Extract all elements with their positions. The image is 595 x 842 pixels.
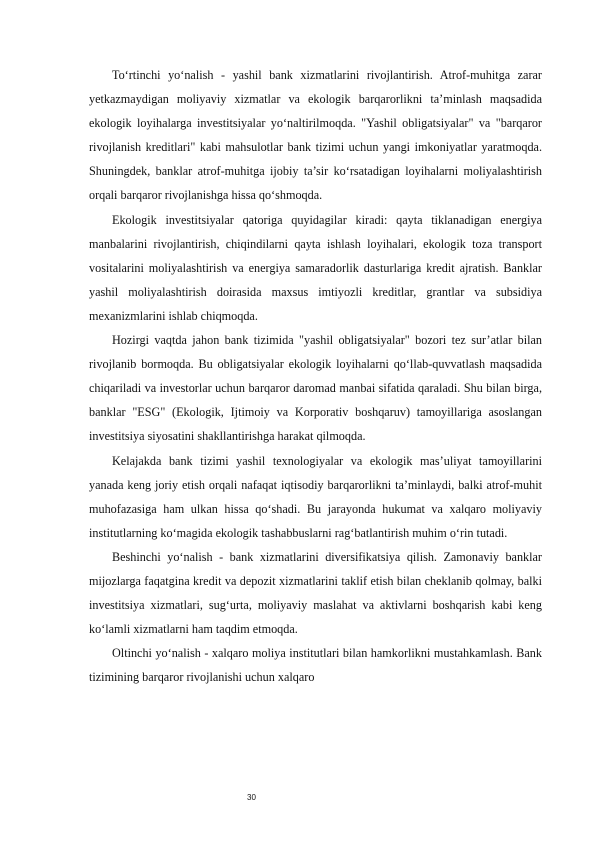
paragraph-sixth-direction: Oltinchi yo‘nalish - xalqaro moliya institutlari bilan hamkorlikni mustahkamlash. Bank tizimining barqaror rivojlanishi uchun xalqaro (89, 646, 542, 685)
paragraph-fourth-direction: To‘rtinchi yo‘nalish - yashil bank xizmatlarini rivojlantirish. Atrof-muhitga zarar yetkazmaydigan moliyaviy xizmatlar va ekologik barqarorlikni ta’minlash maqsadida ekologik loyihalarga investitsiyalar yo‘naltirilmoqda. "Yashil obligatsiyalar" va "barqaror rivojlanish kreditlari" kabi mahsulotlar bank tizimi uchun yangi imkoniyatlar yaratmoqda. Shuningdek, banklar atrof-muhitga ijobiy ta’sir ko‘rsatadigan loyihalarni moliyalashtirish orqali barqaror rivojlanishga hissa qo‘shmoqda. (89, 68, 542, 203)
paragraph-ecological-investments: Ekologik investitsiyalar qatoriga quyidagilar kiradi: qayta tiklanadigan energiya manbalarini rivojlantirish, chiqindilarni qayta ishlash loyihalari, ekologik toza transport vositalarini moliyalashtirish va energiya samaradorlik dasturlariga kredit ajratish. Banklar yashil moliyalashtirish doirasida maxsus imtiyozli kreditlar, grantlar va subsidiya mexanizmlarini ishlab chiqmoqda. (89, 212, 542, 323)
document-body (89, 63, 542, 689)
paragraph-future-outlook: Kelajakda bank tizimi yashil texnologiyalar va ekologik mas’uliyat tamoyillarini yanada keng joriy etish orqali nafaqat iqtisodiy barqarorlikni ta’minlaydi, balki atrof-muhit muhofazasiga ham ulkan hissa qo‘shadi. Bu jarayonda hukumat va xalqaro moliyaviy institutlarning ko‘magida ekologik tashabbuslarni rag‘batlantirish muhim o‘rin tutadi. (89, 453, 542, 540)
page-number: 30 (247, 793, 256, 802)
paragraph-fifth-direction: Beshinchi yo‘nalish - bank xizmatlarini diversifikatsiya qilish. Zamonaviy banklar mijozlarga faqatgina kredit va depozit xizmatlarini taklif etish bilan cheklanib qolmay, balki investitsiya xizmatlari, sug‘urta, moliyaviy maslahat va aktivlarni boshqarish kabi keng ko‘lamli xizmatlarni ham taqdim etmoqda. (89, 549, 542, 637)
paragraph-green-bonds: Hozirgi vaqtda jahon bank tizimida "yashil obligatsiyalar" bozori tez sur’atlar bilan rivojlanib bormoqda. Bu obligatsiyalar ekologik loyihalarni qo‘llab-quvvatlash maqsadida chiqariladi va investorlar uchun barqaror daromad manbai sifatida qaraladi. Shu bilan birga, banklar "ESG" (Ekologik, Ijtimoiy va Korporativ boshqaruv) tamoyillariga asoslangan investitsiya siyosatini shakllantirishga harakat qilmoqda. (89, 333, 542, 444)
